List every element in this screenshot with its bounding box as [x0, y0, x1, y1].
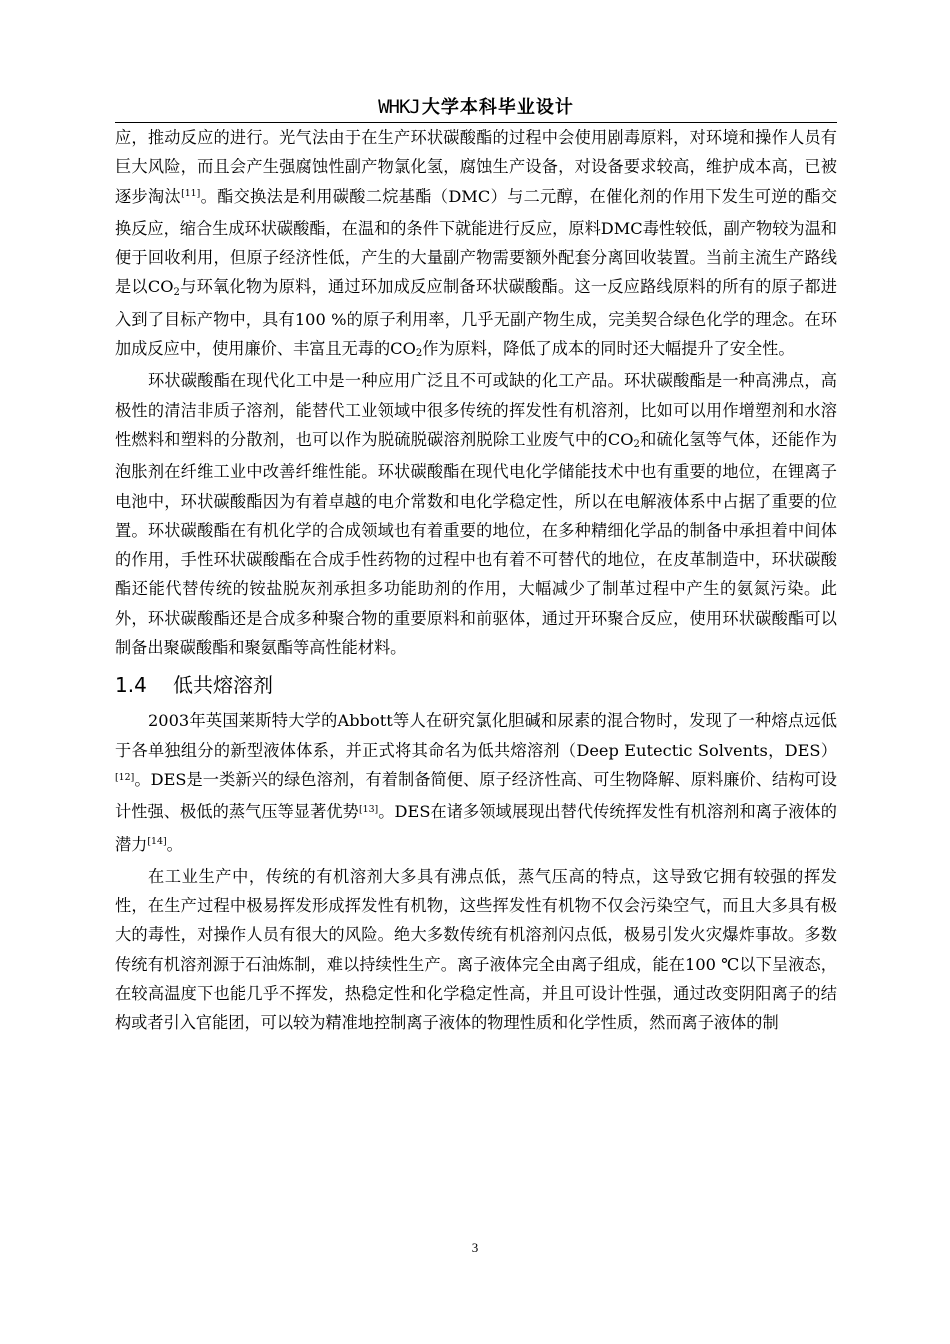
paragraph-4-text: 在工业生产中，传统的有机溶剂大多具有沸点低，蒸气压高的特点，这导致它拥有较强的挥发性，在生产过程中极易挥发形成挥发性有机物，这些挥发性有机物不仅会污染空气，而且大多具有极大的毒性，对操作人员有很大的风险。绝大多数传统有机溶剂闪点低，极易引发火灾爆炸事故。多数传统有机溶剂源于石油炼制，难以持续性生产。离子液体完全由离子组成，能在100 ℃以下呈液态，在较高温度下也能几乎不挥发，热稳定性和化学稳定性高，并且可设计性强，通过改变阴阳离子的结构或者引入官能团，可以较为精准地控制离子液体的物理性质和化学性质，然而离子液体的制 [115, 866, 837, 1033]
paragraph-3 [115, 706, 837, 861]
paragraph-3-text-c: 。DES在诸多领域展现出替代传统挥发性有机溶剂和离子液体的潜力 [115, 802, 837, 854]
citation-ref: [12] [115, 771, 135, 783]
citation-ref: [11] [181, 188, 201, 200]
paragraph-3-text-b: 。DES是一类新兴的绿色溶剂，有着制备简便、原子经济性高、可生物降解、原料廉价、结构可设计性强、极低的蒸气压等显著优势 [115, 769, 837, 822]
subscript: 2 [173, 286, 180, 298]
paragraph-2 [115, 366, 837, 662]
paragraph-3-text-a: 2003年英国莱斯特大学的Abbott等人在研究氯化胆碱和尿素的混合物时，发现了一种熔点远低于各单独组分的新型液体体系，并正式将其命名为低共熔溶剂（Deep Eutectic Solvents，DES） [115, 711, 837, 760]
paragraph-1 [115, 123, 837, 366]
page-header [115, 92, 837, 123]
header-title: 大学本科毕业设计 [421, 97, 574, 118]
section-heading [115, 668, 837, 702]
citation-ref: [13] [358, 804, 379, 816]
citation-ref: [14] [147, 836, 167, 848]
paragraph-2-text-b: 和硫化氢等气体，还能作为泡胀剂在纤维工业中改善纤维性能。环状碳酸酯在现代电化学储能技术中也有重要的地位，在锂离子电池中，环状碳酸酯因为有着卓越的电介常数和电化学稳定性，所以在电解液体系中占据了重要的位置。环状碳酸酯在有机化学的合成领域也有着重要的地位，在多种精细化学品的制备中承担着中间体的作用，手性环状碳酸酯在合成手性药物的过程中也有着不可替代的地位，在皮革制造中，环状碳酸酯还能代替传统的铵盐脱灰剂承担多功能助剂的作用，大幅减少了制革过程中产生的氨氮污染。此外，环状碳酸酯还是合成多种聚合物的重要原料和前驱体，通过开环聚合反应，使用环状碳酸酯可以制备出聚碳酸酯和聚氨酯等高性能材料。 [115, 429, 838, 658]
paragraph-1-text-a: 应，推动反应的进行。光气法由于在生产环状碳酸酯的过程中会使用剧毒原料，对环境和操作人员有巨大风险，而且会产生强腐蚀性副产物氯化氢，腐蚀生产设备，对设备要求较高，维护成本高，已被逐步淘汰 [115, 128, 837, 206]
section-title: 低共熔溶剂 [173, 673, 273, 698]
subscript: 2 [415, 348, 423, 360]
subscript: 2 [633, 439, 640, 451]
paragraph-1-text-d: 作为原料，降低了成本的同时还大幅提升了安全性。 [422, 339, 795, 359]
document-body [115, 123, 837, 1038]
paragraph-3-text-d: 。 [166, 834, 183, 854]
page-number: 3 [471, 1240, 479, 1255]
section-number: 1.4 [115, 673, 147, 698]
paragraph-1-text-b: 。酯交换法是利用碳酸二烷基酯（DMC）与二元醇，在催化剂的作用下发生可逆的酯交换反应，缩合生成环状碳酸酯，在温和的条件下就能进行反应，原料DMC毒性较低，副产物较为温和便于回收利用，但原子经济性低，产生的大量副产物需要额外配套分离回收装置。当前主流生产路线是以CO [115, 186, 838, 297]
paragraph-2-text-a: 环状碳酸酯在现代化工中是一种应用广泛且不可或缺的化工产品。环状碳酸酯是一种高沸点，高极性的清洁非质子溶剂，能替代工业领域中很多传统的挥发性有机溶剂，比如可以用作增塑剂和水溶性燃料和塑料的分散剂，也可以作为脱硫脱碳溶剂脱除工业废气中的CO [115, 371, 837, 449]
paragraph-4 [115, 862, 837, 1038]
header-latin: WHKJ [378, 96, 420, 118]
paragraph-1-text-c: 与环氧化物为原料，通过环加成反应制备环状碳酸酯。这一反应路线原料的所有的原子都进入到了目标产物中，具有100 %的原子利用率，几乎无副产物生成，完美契合绿色化学的理念。在环加成反应中，使用廉价、丰富且无毒的CO [115, 277, 837, 359]
